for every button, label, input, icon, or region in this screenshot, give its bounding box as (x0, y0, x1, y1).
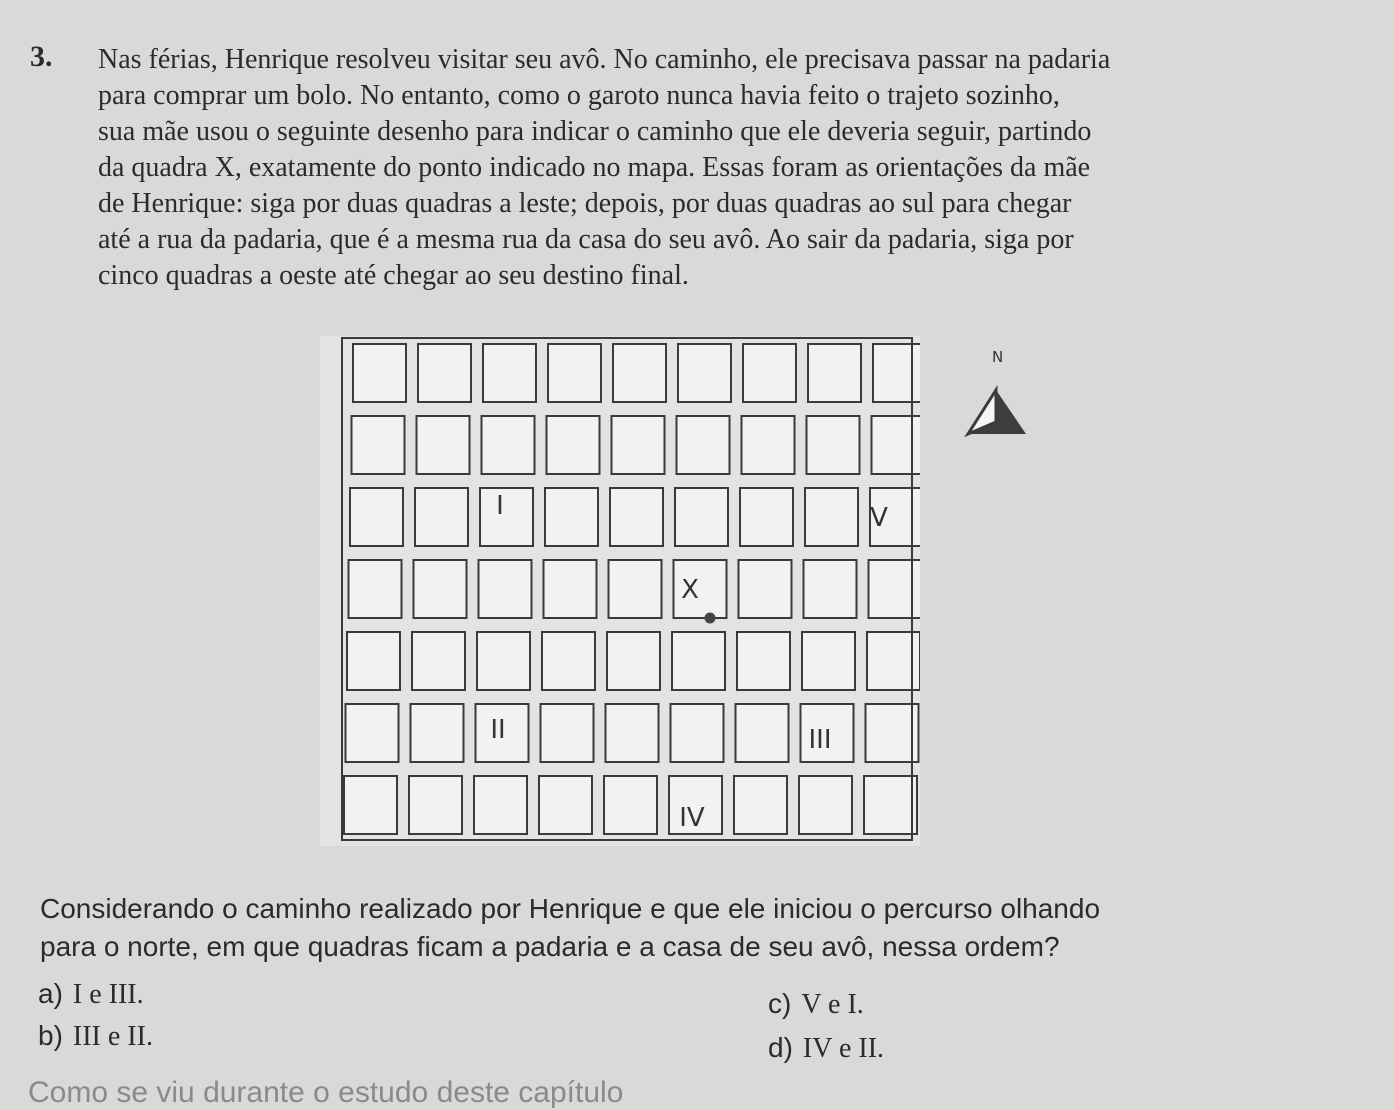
city-block (743, 344, 796, 402)
question-line: de Henrique: siga por duas quadras a leste; depois, por duas quadras ao sul para chegar (98, 188, 1072, 219)
city-block (417, 416, 470, 474)
option-a-label: a) (38, 978, 63, 1009)
question-line: da quadra X, exatamente do ponto indicado no mapa. Essas foram as orientações da mãe (98, 152, 1091, 183)
city-block (349, 560, 402, 618)
city-map (320, 336, 920, 851)
city-block (414, 560, 467, 618)
question-number: 3. (30, 40, 53, 73)
option-b-label: b) (38, 1020, 63, 1051)
city-block (866, 704, 919, 762)
city-block (805, 488, 858, 546)
city-block (479, 560, 532, 618)
block-label-IV: IV (679, 803, 705, 833)
compass (964, 346, 1034, 446)
prompt-text (40, 890, 1380, 966)
city-block (544, 560, 597, 618)
city-block (344, 776, 397, 834)
block-label-V: V (870, 503, 888, 533)
city-block (612, 416, 665, 474)
city-block (350, 488, 403, 546)
north-arrow-icon (964, 382, 1034, 442)
option-c-label: c) (768, 988, 792, 1019)
city-block (807, 416, 860, 474)
city-block (547, 416, 600, 474)
city-block (606, 704, 659, 762)
option-a[interactable] (38, 978, 144, 1011)
option-d-label: d) (768, 1032, 793, 1063)
city-block (548, 344, 601, 402)
city-block (739, 560, 792, 618)
city-block (675, 488, 728, 546)
city-block (352, 416, 405, 474)
question-text (98, 42, 1360, 294)
north-label: N (992, 348, 1004, 366)
city-block (607, 632, 660, 690)
option-c-text: V e I. (801, 989, 864, 1020)
question-line: sua mãe usou o seguinte desenho para indicar o caminho que ele deveria seguir, partindo (98, 116, 1092, 147)
city-block (740, 488, 793, 546)
city-block (415, 488, 468, 546)
city-block (736, 704, 789, 762)
option-c[interactable] (768, 988, 864, 1021)
question-line: para comprar um bolo. No entanto, como o garoto nunca havia feito o trajeto sozinho, (98, 80, 1060, 111)
block-label-III: III (808, 725, 832, 755)
question-line: cinco quadras a oeste até chegar ao seu destino final. (98, 260, 689, 291)
city-block (347, 632, 400, 690)
city-block (609, 560, 662, 618)
city-block (799, 776, 852, 834)
city-block (545, 488, 598, 546)
option-d[interactable] (768, 1032, 884, 1065)
city-block (539, 776, 592, 834)
city-block (477, 632, 530, 690)
city-block (411, 704, 464, 762)
question-line: Nas férias, Henrique resolveu visitar seu avô. No caminho, ele precisava passar na padaria (98, 44, 1111, 75)
prompt-line: para o norte, em que quadras ficam a padaria e a casa de seu avô, nessa ordem? (40, 931, 1060, 962)
city-block (483, 344, 536, 402)
city-block (474, 776, 527, 834)
option-b[interactable] (38, 1020, 153, 1053)
city-block (672, 632, 725, 690)
city-block (671, 704, 724, 762)
start-point (705, 613, 716, 624)
block-label-I: I (496, 491, 504, 521)
city-block (353, 344, 406, 402)
city-block (613, 344, 666, 402)
city-block (734, 776, 787, 834)
city-block (409, 776, 462, 834)
city-block (482, 416, 535, 474)
block-label-X: X (681, 575, 699, 605)
city-block (864, 776, 917, 834)
option-a-text: I e III. (72, 979, 144, 1010)
city-block (542, 632, 595, 690)
city-block (742, 416, 795, 474)
option-d-text: IV e II. (802, 1033, 885, 1064)
city-block (737, 632, 790, 690)
city-block (808, 344, 861, 402)
question-line: até a rua da padaria, que é a mesma rua da casa do seu avô. Ao sair da padaria, siga por (98, 224, 1074, 255)
map-grid (320, 336, 920, 846)
city-block (804, 560, 857, 618)
cutoff-text: Como se viu durante o estudo deste capítulo (28, 1076, 624, 1109)
city-block (541, 704, 594, 762)
city-block (412, 632, 465, 690)
city-block (678, 344, 731, 402)
city-block (480, 488, 533, 546)
city-block (802, 632, 855, 690)
city-block (346, 704, 399, 762)
city-block (677, 416, 730, 474)
prompt-line: Considerando o caminho realizado por Henrique e que ele iniciou o percurso olhando (40, 893, 1101, 924)
block-label-II: II (490, 715, 506, 745)
city-block (418, 344, 471, 402)
city-block (610, 488, 663, 546)
option-b-text: III e II. (72, 1021, 153, 1052)
city-block (604, 776, 657, 834)
